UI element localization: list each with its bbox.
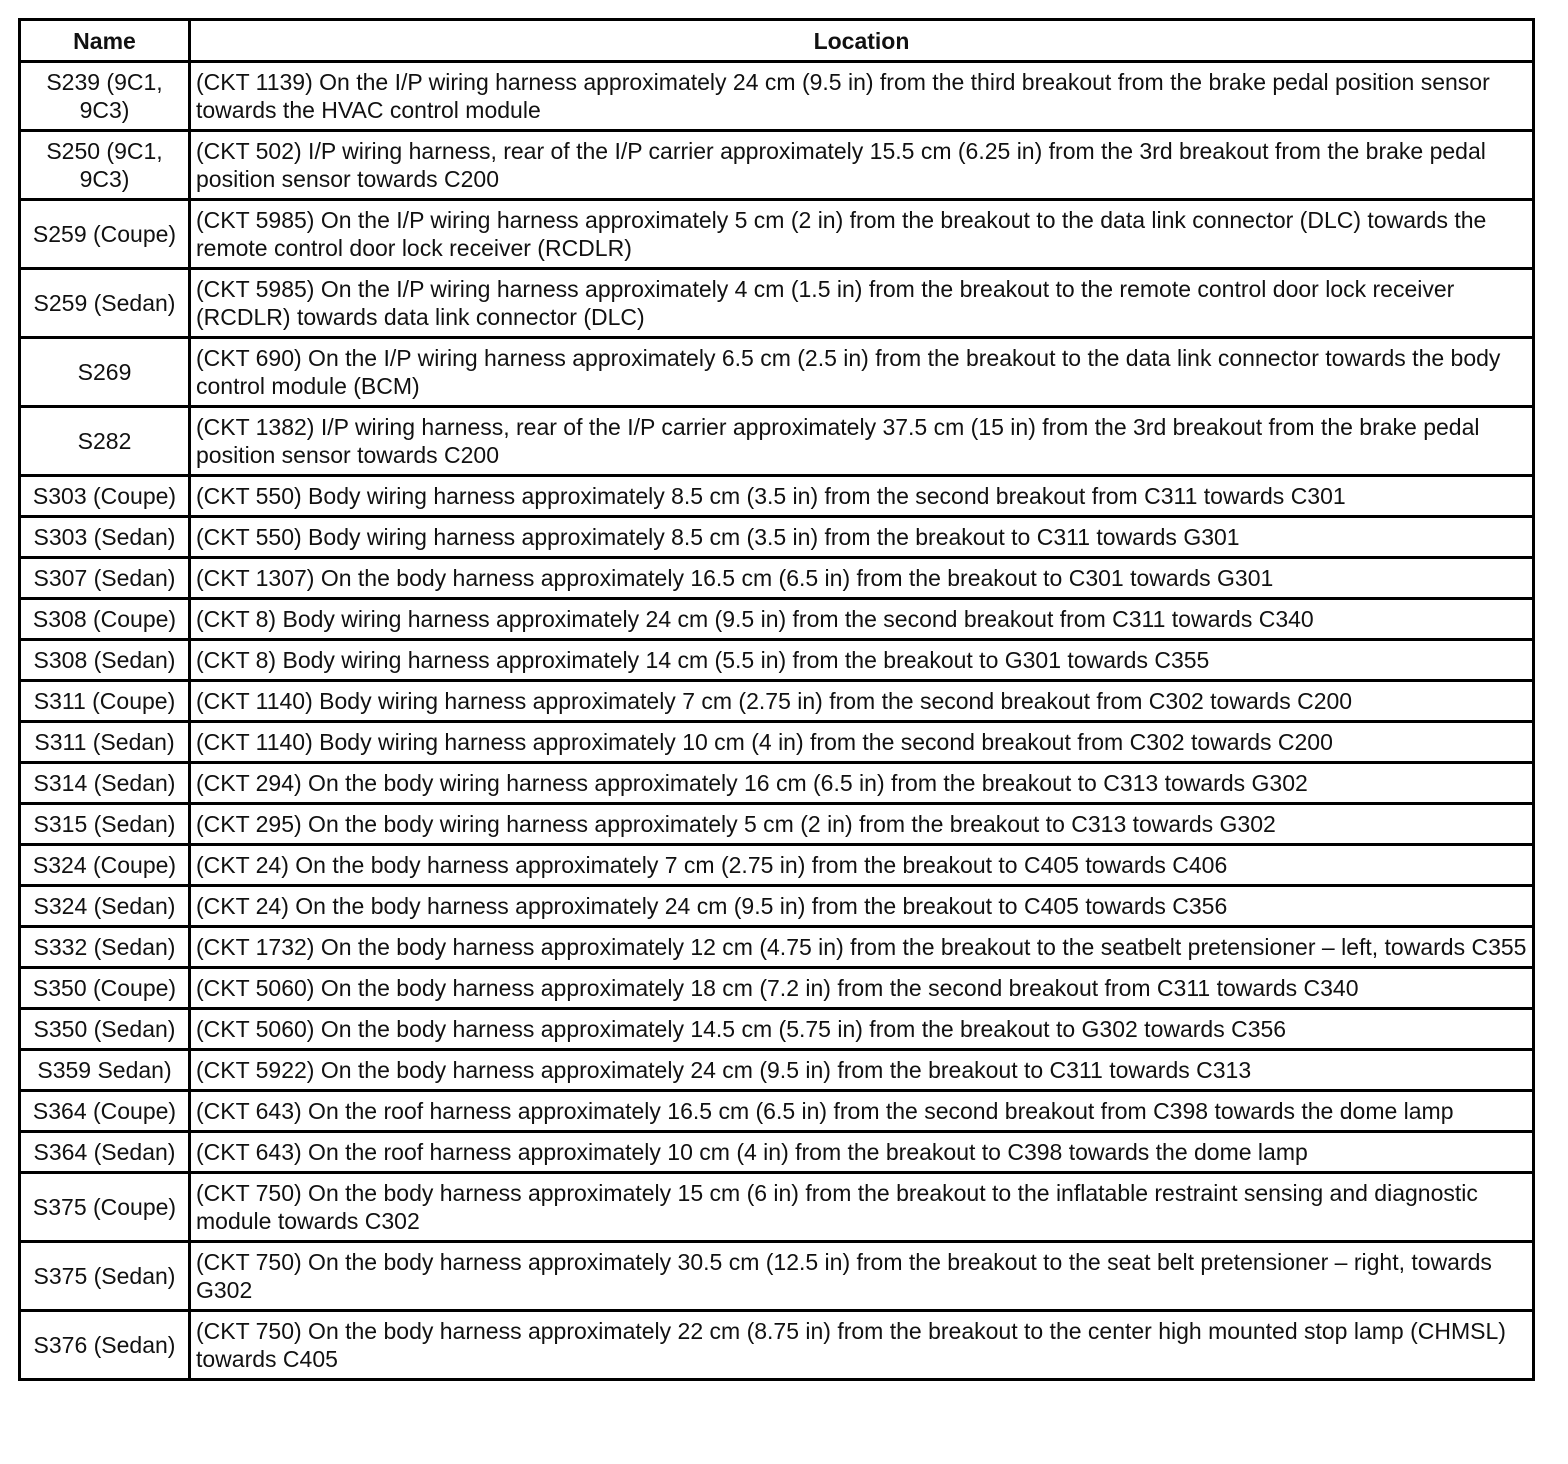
table-row xyxy=(20,1009,1534,1050)
splice-location-cell: (CKT 295) On the body wiring harness approximately 5 cm (2 in) from the breakout to C313 towards G302 xyxy=(190,804,1534,845)
table-row xyxy=(20,599,1534,640)
splice-location-cell: (CKT 1139) On the I/P wiring harness approximately 24 cm (9.5 in) from the third breakout from the brake pedal position sensor towards the HVAC control module xyxy=(190,62,1534,131)
table-row xyxy=(20,62,1534,131)
header-row xyxy=(20,20,1534,62)
table-row xyxy=(20,476,1534,517)
table-row xyxy=(20,927,1534,968)
splice-location-cell: (CKT 24) On the body harness approximately 7 cm (2.75 in) from the breakout to C405 towards C406 xyxy=(190,845,1534,886)
splice-name-cell: S315 (Sedan) xyxy=(20,804,190,845)
table-row xyxy=(20,269,1534,338)
table-row xyxy=(20,968,1534,1009)
table-row xyxy=(20,200,1534,269)
splice-location-cell: (CKT 5060) On the body harness approximately 18 cm (7.2 in) from the second breakout from C311 towards C340 xyxy=(190,968,1534,1009)
splice-location-cell: (CKT 8) Body wiring harness approximately 24 cm (9.5 in) from the second breakout from C311 towards C340 xyxy=(190,599,1534,640)
table-row xyxy=(20,1242,1534,1311)
table-row xyxy=(20,763,1534,804)
splice-location-cell: (CKT 1382) I/P wiring harness, rear of the I/P carrier approximately 37.5 cm (15 in) from the 3rd breakout from the brake pedal position sensor towards C200 xyxy=(190,407,1534,476)
splice-location-cell: (CKT 502) I/P wiring harness, rear of the I/P carrier approximately 15.5 cm (6.25 in) from the 3rd breakout from the brake pedal position sensor towards C200 xyxy=(190,131,1534,200)
table-row xyxy=(20,1091,1534,1132)
table-row xyxy=(20,681,1534,722)
splice-location-cell: (CKT 690) On the I/P wiring harness approximately 6.5 cm (2.5 in) from the breakout to the data link connector towards the body control module (BCM) xyxy=(190,338,1534,407)
splice-name-cell: S303 (Coupe) xyxy=(20,476,190,517)
splice-name-cell: S311 (Coupe) xyxy=(20,681,190,722)
splice-name-cell: S375 (Sedan) xyxy=(20,1242,190,1311)
splice-name-cell: S359 Sedan) xyxy=(20,1050,190,1091)
splice-name-cell: S259 (Coupe) xyxy=(20,200,190,269)
splice-location-cell: (CKT 5985) On the I/P wiring harness approximately 5 cm (2 in) from the breakout to the data link connector (DLC) towards the remote control door lock receiver (RCDLR) xyxy=(190,200,1534,269)
splice-location-cell: (CKT 24) On the body harness approximately 24 cm (9.5 in) from the breakout to C405 towards C356 xyxy=(190,886,1534,927)
splice-name-cell: S269 xyxy=(20,338,190,407)
splice-location-cell: (CKT 750) On the body harness approximately 30.5 cm (12.5 in) from the breakout to the seat belt pretensioner – right, towards G302 xyxy=(190,1242,1534,1311)
splice-name-cell: S332 (Sedan) xyxy=(20,927,190,968)
splice-name-cell: S303 (Sedan) xyxy=(20,517,190,558)
table-row xyxy=(20,640,1534,681)
splice-location-table xyxy=(18,18,1535,1381)
splice-name-cell: S308 (Sedan) xyxy=(20,640,190,681)
splice-name-cell: S307 (Sedan) xyxy=(20,558,190,599)
splice-location-cell: (CKT 8) Body wiring harness approximately 14 cm (5.5 in) from the breakout to G301 towards C355 xyxy=(190,640,1534,681)
table-row xyxy=(20,1173,1534,1242)
splice-location-cell: (CKT 643) On the roof harness approximately 16.5 cm (6.5 in) from the second breakout from C398 towards the dome lamp xyxy=(190,1091,1534,1132)
table-row xyxy=(20,845,1534,886)
splice-location-cell: (CKT 550) Body wiring harness approximately 8.5 cm (3.5 in) from the breakout to C311 towards G301 xyxy=(190,517,1534,558)
splice-location-cell: (CKT 1140) Body wiring harness approximately 7 cm (2.75 in) from the second breakout from C302 towards C200 xyxy=(190,681,1534,722)
splice-location-cell: (CKT 750) On the body harness approximately 15 cm (6 in) from the breakout to the inflatable restraint sensing and diagnostic module towards C302 xyxy=(190,1173,1534,1242)
splice-name-cell: S259 (Sedan) xyxy=(20,269,190,338)
splice-name-cell: S324 (Coupe) xyxy=(20,845,190,886)
splice-name-cell: S250 (9C1, 9C3) xyxy=(20,131,190,200)
splice-location-cell: (CKT 1307) On the body harness approximately 16.5 cm (6.5 in) from the breakout to C301 towards G301 xyxy=(190,558,1534,599)
splice-name-cell: S308 (Coupe) xyxy=(20,599,190,640)
splice-name-cell: S311 (Sedan) xyxy=(20,722,190,763)
splice-name-cell: S376 (Sedan) xyxy=(20,1311,190,1380)
table-row xyxy=(20,338,1534,407)
splice-name-cell: S364 (Coupe) xyxy=(20,1091,190,1132)
splice-location-cell: (CKT 750) On the body harness approximately 22 cm (8.75 in) from the breakout to the center high mounted stop lamp (CHMSL) towards C405 xyxy=(190,1311,1534,1380)
splice-location-cell: (CKT 5985) On the I/P wiring harness approximately 4 cm (1.5 in) from the breakout to the remote control door lock receiver (RCDLR) towards data link connector (DLC) xyxy=(190,269,1534,338)
splice-name-cell: S375 (Coupe) xyxy=(20,1173,190,1242)
column-header-name: Name xyxy=(20,20,190,62)
table-row xyxy=(20,886,1534,927)
splice-name-cell: S324 (Sedan) xyxy=(20,886,190,927)
splice-name-cell: S314 (Sedan) xyxy=(20,763,190,804)
splice-location-cell: (CKT 1732) On the body harness approximately 12 cm (4.75 in) from the breakout to the seatbelt pretensioner – left, towards C355 xyxy=(190,927,1534,968)
table-row xyxy=(20,1311,1534,1380)
table-row xyxy=(20,407,1534,476)
table-row xyxy=(20,517,1534,558)
table-row xyxy=(20,1050,1534,1091)
splice-name-cell: S350 (Sedan) xyxy=(20,1009,190,1050)
table-row xyxy=(20,558,1534,599)
table-row xyxy=(20,722,1534,763)
splice-location-cell: (CKT 294) On the body wiring harness approximately 16 cm (6.5 in) from the breakout to C313 towards G302 xyxy=(190,763,1534,804)
splice-location-cell: (CKT 1140) Body wiring harness approximately 10 cm (4 in) from the second breakout from C302 towards C200 xyxy=(190,722,1534,763)
splice-location-cell: (CKT 643) On the roof harness approximately 10 cm (4 in) from the breakout to C398 towards the dome lamp xyxy=(190,1132,1534,1173)
splice-location-cell: (CKT 5922) On the body harness approximately 24 cm (9.5 in) from the breakout to C311 towards C313 xyxy=(190,1050,1534,1091)
splice-name-cell: S350 (Coupe) xyxy=(20,968,190,1009)
splice-name-cell: S364 (Sedan) xyxy=(20,1132,190,1173)
splice-location-cell: (CKT 550) Body wiring harness approximately 8.5 cm (3.5 in) from the second breakout from C311 towards C301 xyxy=(190,476,1534,517)
splice-name-cell: S282 xyxy=(20,407,190,476)
splice-location-cell: (CKT 5060) On the body harness approximately 14.5 cm (5.75 in) from the breakout to G302 towards C356 xyxy=(190,1009,1534,1050)
table-row xyxy=(20,131,1534,200)
table-row xyxy=(20,1132,1534,1173)
table-row xyxy=(20,804,1534,845)
table-body xyxy=(20,62,1534,1380)
column-header-location: Location xyxy=(190,20,1534,62)
splice-name-cell: S239 (9C1, 9C3) xyxy=(20,62,190,131)
